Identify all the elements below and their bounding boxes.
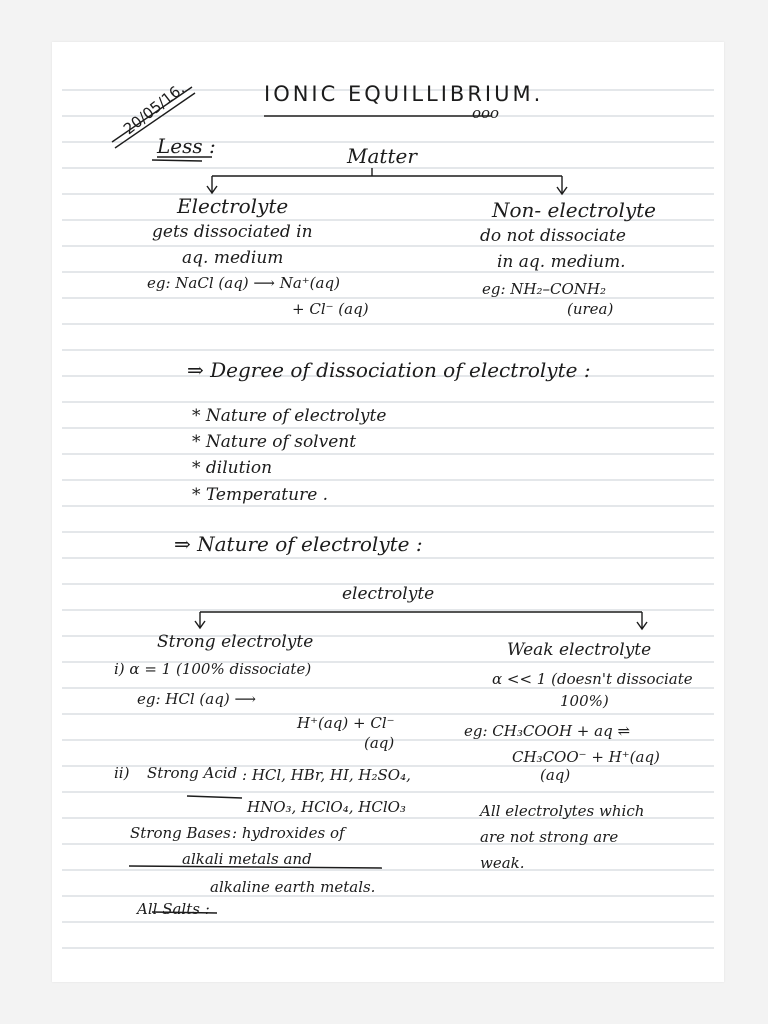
weak-line2: 100%) [560,692,609,710]
factor-item: * Temperature . [192,485,329,505]
weak-example3: (aq) [540,766,571,784]
strong-base-text3: alkaline earth metals. [210,878,376,896]
strong-example2: H⁺(aq) + Cl⁻ [297,714,395,732]
electrolyte-heading: Electrolyte [177,194,289,218]
strong-base-text: : hydroxides of [232,824,345,842]
less-label: Less : [157,134,216,158]
weak-note2: are not strong are [480,828,619,846]
strong-example3: (aq) [364,734,395,752]
notebook-page [52,42,724,982]
weak-line1: α << 1 (doesn't dissociate [492,670,693,688]
non-electrolyte-line1: do not dissociate [480,226,626,246]
matter-label: Matter [347,144,417,168]
strong-alpha-line: i) α = 1 (100% dissociate) [114,660,312,678]
weak-example2: CH₃COO⁻ + H⁺(aq) [512,748,660,766]
strong-acid-list2: HNO₃, HClO₄, HClO₃ [247,798,406,816]
non-electrolyte-heading: Non- electrolyte [492,198,657,222]
strong-heading: Strong electrolyte [157,632,314,652]
nature-heading: ⇒ Nature of electrolyte : [174,532,423,556]
weak-heading: Weak electrolyte [507,640,652,660]
weak-note3: weak. [480,854,525,872]
non-electrolyte-example1: eg: NH₂–CONH₂ [482,280,607,298]
degree-heading: ⇒ Degree of dissociation of electrolyte : [187,358,591,382]
weak-note1: All electrolytes which [480,802,645,820]
factor-item: * Nature of solvent [192,432,357,452]
electrolyte-example1: eg: NaCl (aq) ⟶ Na⁺(aq) [147,274,340,292]
strong-example1: eg: HCl (aq) ⟶ [137,690,256,708]
non-electrolyte-example2: (urea) [567,300,614,318]
strong-base-text2: alkali metals and [182,850,312,868]
weak-example1: eg: CH₃COOH + aq ⇌ [464,722,631,740]
title-dots: ooo [472,104,500,122]
page-title: IONIC EQUILLIBRIUM. [264,82,544,106]
factor-item: * Nature of electrolyte [192,406,387,426]
strong-acid-label: Strong Acid [147,764,238,782]
strong-acid-list: : HCl, HBr, HI, H₂SO₄, [242,766,411,784]
factor-item: * dilution [192,458,273,478]
electrolyte-line1: gets dissociated in [152,222,313,242]
electrolyte-example2: + Cl⁻ (aq) [292,300,369,318]
roman-ii: ii) [114,764,130,782]
electrolyte-label: electrolyte [342,584,435,604]
strong-base-label: Strong Bases [130,824,231,842]
all-salts: All Salts : [137,900,210,918]
electrolyte-line2: aq. medium [182,248,284,268]
date: 20/05/16. [120,79,188,139]
non-electrolyte-line2: in aq. medium. [497,252,626,272]
